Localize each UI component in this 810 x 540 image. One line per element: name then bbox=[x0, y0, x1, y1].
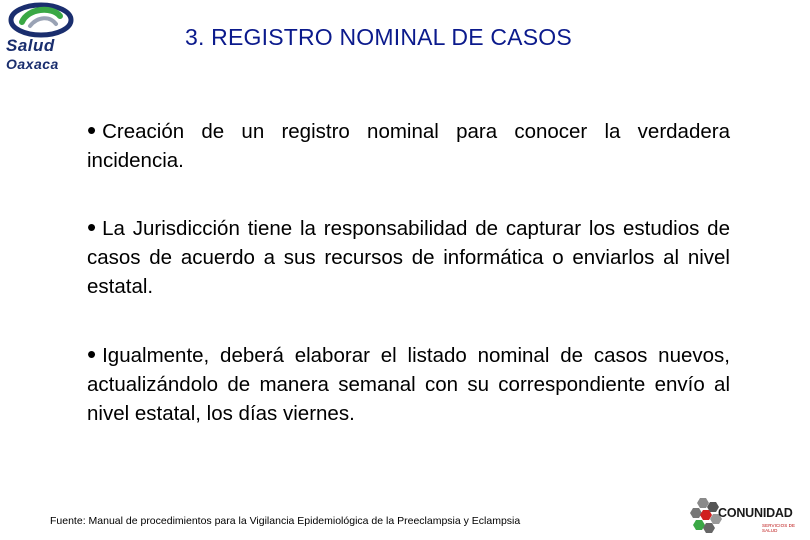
footer-source: Fuente: Manual de procedimientos para la Vigilancia Epidemiológica de la Preeclampsia y Eclampsia bbox=[50, 515, 521, 527]
bullet-paragraph-1 bbox=[87, 116, 730, 175]
conunidad-logo bbox=[690, 496, 808, 540]
paragraph-text: Igualmente, deberá elaborar el listado nominal de casos nuevos, actualizándolo de manera semanal con su correspondiente envío al nivel estatal, los días viernes. bbox=[87, 344, 730, 425]
logo-text-salud: Salud bbox=[6, 36, 55, 55]
page-title: 3. REGISTRO NOMINAL DE CASOS bbox=[185, 24, 572, 50]
bullet-icon: • bbox=[87, 212, 97, 242]
logo-text-oaxaca: Oaxaca bbox=[6, 56, 59, 72]
bullet-icon: • bbox=[87, 339, 97, 369]
bullet-paragraph-2 bbox=[87, 213, 730, 301]
bullet-paragraph-3 bbox=[87, 340, 730, 428]
logo-right-name: CONUNIDAD bbox=[718, 506, 793, 520]
salud-oaxaca-swirl-icon bbox=[8, 2, 74, 38]
paragraph-text: La Jurisdicción tiene la responsabilidad de capturar los estudios de casos de acuerdo a sus recursos de informática o enviarlos al nivel estatal. bbox=[87, 217, 730, 298]
logo-right-tagline: SERVICIOS DE SALUD bbox=[762, 523, 796, 533]
salud-oaxaca-logo bbox=[2, 2, 82, 74]
paragraph-text: Creación de un registro nominal para conocer la verdadera incidencia. bbox=[87, 120, 730, 172]
bullet-icon: • bbox=[87, 115, 97, 145]
